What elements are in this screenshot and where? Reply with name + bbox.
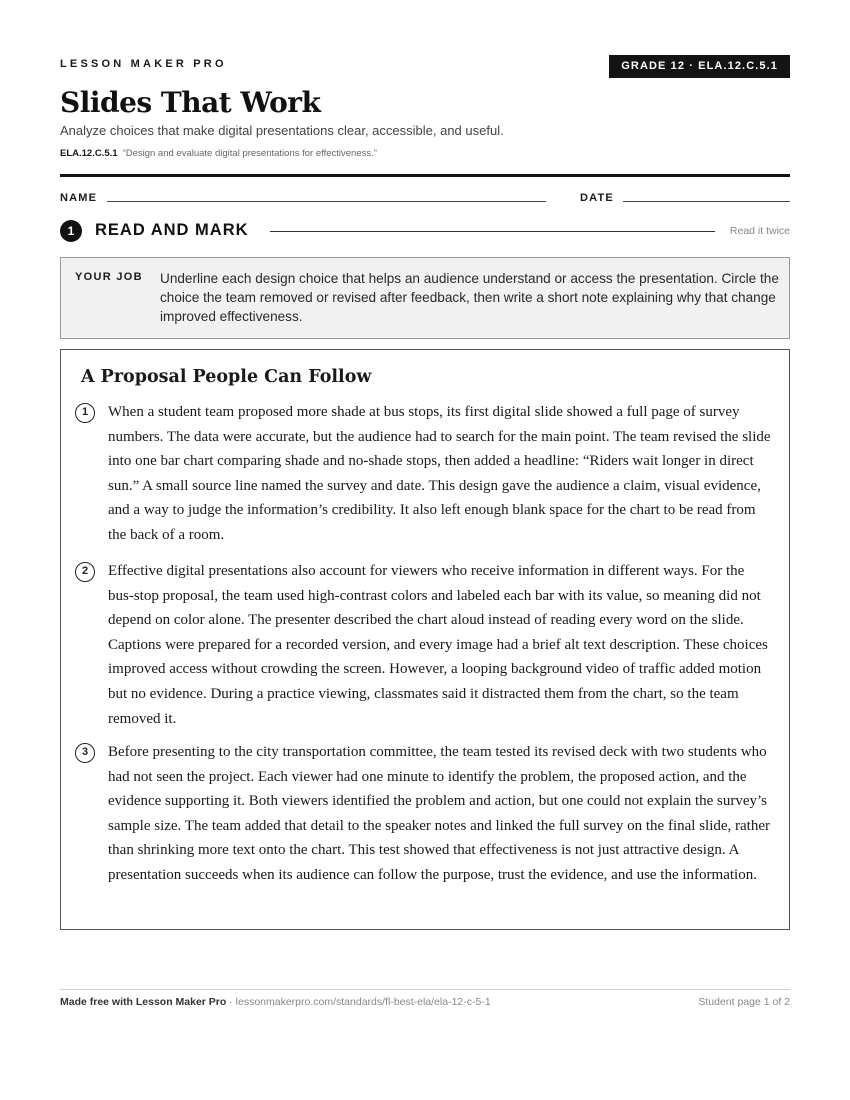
footer-url[interactable]: · lessonmakerpro.com/standards/fl-best-ela/ela-12-c-5-1 xyxy=(226,996,491,1008)
footer-divider xyxy=(60,989,790,990)
standard-code: ELA.12.C.5.1 xyxy=(60,148,118,159)
section-note: Read it twice xyxy=(729,225,790,237)
instructions-label: YOUR JOB xyxy=(75,271,143,283)
section-title: READ AND MARK xyxy=(95,221,249,239)
page-subtitle: Analyze choices that make digital presentations clear, accessible, and useful. xyxy=(60,123,504,138)
section-header xyxy=(60,220,790,242)
name-label: NAME xyxy=(60,192,98,204)
instructions-text: Underline each design choice that helps an audience understand or access the presentation. Circle the choice the team removed or revised after feedback, then write a short note explaining why that change improved effectiveness. xyxy=(160,271,779,324)
page-title: Slides That Work xyxy=(60,86,321,119)
brand-name: LESSON MAKER PRO xyxy=(60,58,227,70)
section-number-badge: 1 xyxy=(60,220,82,242)
paragraph-number: 3 xyxy=(75,743,95,763)
name-field[interactable] xyxy=(107,201,546,202)
paragraph-number: 1 xyxy=(75,403,95,423)
section-divider xyxy=(270,231,715,232)
paragraph-number: 2 xyxy=(75,562,95,582)
header-divider xyxy=(60,174,790,177)
passage-title: A Proposal People Can Follow xyxy=(81,367,372,387)
date-label: DATE xyxy=(580,192,614,204)
standard-line xyxy=(60,148,377,159)
paragraph: Effective digital presentations also account for viewers who receive information in different ways. For the bus-stop proposal, the team used high-contrast colors and labeled each bar with its value, so meaning did not depend on color alone. The presenter described the chart aloud instead of reading every word on the slide. Captions were prepared for a recorded version, and every image had a brief alt text description. These choices improved access without crowding the screen. However, a looping background video of traffic added motion but no evidence. During a practice viewing, classmates said it distracted them from the chart, so the team removed it. xyxy=(108,563,768,727)
page-indicator: Student page 1 of 2 xyxy=(698,996,790,1008)
footer-credit xyxy=(60,996,491,1008)
standard-text: “Design and evaluate digital presentations for effectiveness.” xyxy=(122,148,377,159)
grade-badge: GRADE 12 · ELA.12.C.5.1 xyxy=(609,55,790,78)
date-field[interactable] xyxy=(623,201,790,202)
worksheet-page xyxy=(60,0,790,1100)
paragraph: Before presenting to the city transportation committee, the team tested its revised deck with two students who had not seen the project. Each viewer had one minute to identify the problem, the proposed action, and the evidence supporting it. Both viewers identified the problem and action, but one could not explain the survey’s sample size. The team added that detail to the speaker notes and linked the full survey on the final slide, rather than shrinking more text onto the chart. This test showed that effectiveness is not just attractive design. A presentation succeeds when its audience can follow the purpose, trust the evidence, and use the information. xyxy=(108,744,771,883)
reading-passage xyxy=(60,349,790,930)
footer-made-with: Made free with Lesson Maker Pro xyxy=(60,996,227,1008)
instructions-box xyxy=(60,257,790,339)
paragraph: When a student team proposed more shade at bus stops, its first digital slide showed a full page of survey numbers. The data were accurate, but the audience had to search for the main point. The team revised the slide into one bar chart comparing shade and no-shade stops, then added a headline: “Riders wait longer in direct sun.” A small source line named the survey and date. This design gave the audience a claim, visual evidence, and a way to judge the information’s credibility. It also left enough blank space for the chart to be read from the back of a room. xyxy=(108,404,771,543)
